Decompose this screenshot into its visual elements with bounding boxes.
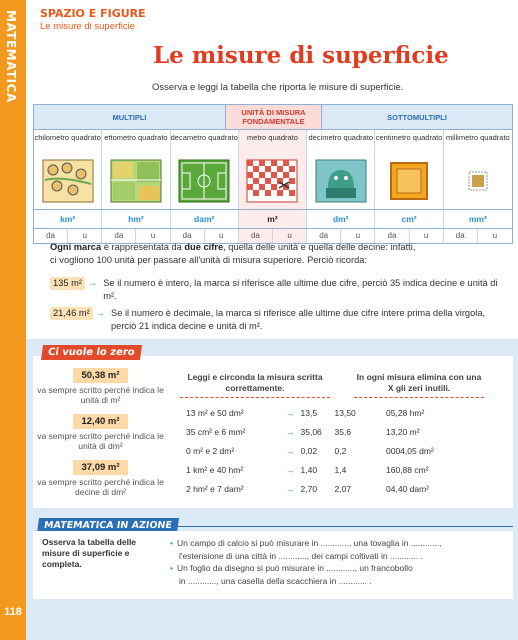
tablecloth-illustration	[239, 153, 307, 209]
matematica-in-azione-tag: MATEMATICA IN AZIONE	[37, 518, 179, 533]
zero-measure[interactable]: 0004,05 dm²	[386, 446, 434, 456]
ci-vuole-lo-zero-tag: Ci vuole lo zero	[41, 345, 142, 360]
measure-expression: 13 m² e 50 dm²	[186, 408, 244, 418]
unit-name: metro quadrato	[239, 130, 307, 153]
exercise-instruction-right: In ogni misura elimina con una X gli zeri inutili.	[354, 372, 484, 398]
text-span: , quella delle unità e quella delle decine: infatti,	[223, 242, 416, 252]
arrow-icon: →	[286, 465, 295, 475]
note-text: va sempre scritto perché indica le unità di dm²	[37, 431, 164, 451]
page-number: 118	[4, 606, 22, 618]
stamp-illustration	[444, 153, 512, 209]
list-item	[170, 562, 510, 575]
unit-symbol: dm²	[307, 210, 375, 228]
da-cell: da	[375, 229, 409, 243]
fill-in-text[interactable]: in ............, una casella della scacchiera in ............ .	[179, 575, 372, 586]
u-cell: u	[341, 229, 375, 243]
unit-name: centimetro quadrato	[375, 130, 443, 153]
units-table	[33, 104, 513, 244]
unit-name: decametro quadrato	[171, 130, 239, 153]
azione-exercise	[170, 537, 510, 587]
choice-option[interactable]: 1,4	[334, 465, 347, 475]
choice-option[interactable]: 35,06	[300, 427, 322, 437]
azione-instruction: Osserva la tabella delle misure di superficie e completa.	[42, 537, 137, 569]
unit-symbol: m²	[239, 210, 307, 228]
soccer-field-illustration	[171, 153, 239, 209]
choice-option[interactable]: 2,07	[334, 484, 352, 494]
map-illustration	[34, 153, 102, 209]
da-cell: da	[102, 229, 136, 243]
section-heading: SPAZIO E FIGURE	[40, 7, 146, 20]
unit-symbol: hm²	[102, 210, 170, 228]
zero-note	[33, 457, 168, 497]
text-line: ci vogliono 100 unità per passare all'unità di misura superiore. Perciò ricorda:	[50, 255, 368, 265]
example-text: Se il numero è decimale, la marca si riferisce alle ultime due cifre intere prima della virgola, perciò 21 indica decine e unità di m².	[111, 308, 486, 331]
note-text: va sempre scritto perché indica le decine di dm²	[37, 477, 164, 497]
u-cell: u	[68, 229, 102, 243]
exercise-row	[186, 446, 375, 456]
note-value: 12,40 m²	[73, 414, 127, 429]
exercise-row	[186, 427, 375, 437]
note-value: 37,09 m²	[73, 460, 127, 475]
fields-illustration	[102, 153, 170, 209]
measure-expression: 1 km² e 40 hm²	[186, 465, 244, 475]
page-title: Le misure di superficie	[153, 42, 449, 69]
unit-symbol: cm²	[375, 210, 443, 228]
exercise-row	[186, 465, 375, 475]
u-cell: u	[492, 231, 498, 240]
choice-option[interactable]: 0,2	[334, 446, 347, 456]
fill-in-text[interactable]: Un foglio da disegno si può misurare in ............, un francobollo	[176, 563, 413, 573]
exercise-instruction-left: Leggi e circonda la misura scritta correttamente.	[180, 372, 330, 398]
measure-expression: 2 hm² e 7 dam²	[186, 484, 244, 494]
arrow-icon: →	[87, 278, 98, 288]
measure-expression: 0 m² e 2 dm²	[186, 446, 235, 456]
arrow-icon: →	[286, 427, 295, 437]
unit-symbol: dam²	[171, 210, 239, 228]
example-text: Se il numero è intero, la marca si riferisce alle ultime due cifre, perciò 35 indica decine e unità di m².	[103, 278, 498, 301]
choice-option[interactable]: 13,50	[334, 408, 356, 418]
da-cell: da	[307, 229, 341, 243]
da-cell: da	[171, 229, 205, 243]
example-value: 21,46 m²	[50, 307, 93, 320]
arrow-icon: →	[95, 308, 105, 318]
group-multipli: MULTIPLI	[34, 105, 226, 129]
group-sottomultipli: SOTTOMULTIPLI	[322, 105, 512, 129]
symbols-row	[34, 209, 512, 228]
zero-measure[interactable]: 13,20 m²	[386, 427, 420, 437]
bold-phrase: due cifre	[184, 242, 224, 252]
zero-measure[interactable]: 04,40 dam²	[386, 484, 429, 494]
table-header-row	[34, 105, 512, 129]
example-value: 135 m²	[50, 277, 85, 290]
unit-name: millimetro quadrato	[445, 133, 510, 142]
u-cell: u	[273, 229, 307, 243]
unit-symbol: km²	[34, 210, 102, 228]
note-text: va sempre scritto perché indica le unità di m²	[37, 385, 164, 405]
unit-names-row	[34, 129, 512, 153]
u-cell: u	[205, 229, 239, 243]
list-item	[170, 537, 510, 550]
group-unit: UNITÀ DI MISURA FONDAMENTALE	[226, 105, 322, 129]
da-cell: da	[239, 229, 273, 243]
unit-name: ettometro quadrato	[102, 130, 170, 153]
u-cell: u	[410, 229, 444, 243]
zero-notes	[33, 365, 168, 503]
example-integer	[50, 277, 510, 303]
drawing-sheet-illustration	[307, 153, 375, 209]
zero-note	[33, 411, 168, 451]
arrow-icon: →	[286, 446, 295, 456]
unit-images-row	[34, 153, 512, 209]
unit-name: decimetro quadrato	[307, 130, 375, 153]
measure-expression: 35 cm² e 6 mm²	[186, 427, 246, 437]
intro-text: Osserva e leggi la tabella che riporta le misure di superficie.	[152, 82, 404, 93]
unit-name: chilometro quadrato	[34, 130, 102, 153]
bullet-icon: •	[170, 563, 173, 573]
zero-measure[interactable]: 160,88 cm²	[386, 465, 429, 475]
explanation-paragraph	[50, 241, 510, 267]
fill-in-text[interactable]: l'estensione di una città in ............, dei campi coltivati in ............ .	[179, 550, 423, 561]
arrow-icon: →	[286, 484, 295, 494]
fill-in-text[interactable]: Un campo di calcio si può misurare in ............, una tovaglia in ............,	[176, 538, 442, 548]
bold-phrase: Ogni marca	[50, 242, 102, 252]
subject-label: MATEMATICA	[4, 10, 18, 103]
example-decimal	[50, 307, 510, 333]
da-cell: da	[34, 229, 68, 243]
choice-option[interactable]: 35,6	[334, 427, 352, 437]
da-cell: da	[444, 229, 478, 243]
zero-note	[33, 365, 168, 405]
zero-measure[interactable]: 05,28 hm²	[386, 408, 425, 418]
choice-option[interactable]: 0,02	[300, 446, 318, 456]
arrow-icon: →	[286, 408, 295, 418]
text-span: è rappresentata da	[101, 242, 185, 252]
section-subheading: Le misure di superficie	[40, 21, 136, 32]
choice-option[interactable]: 2,70	[300, 484, 318, 494]
chessboard-square-illustration	[375, 153, 443, 209]
choice-option[interactable]: 1,40	[300, 465, 318, 475]
u-cell: u	[136, 229, 170, 243]
exercise-row	[186, 484, 375, 494]
exercise-row	[186, 408, 375, 418]
bullet-icon: •	[170, 538, 173, 548]
subject-band-lower	[0, 339, 26, 640]
note-value: 50,38 m²	[73, 368, 127, 383]
azione-divider	[170, 526, 513, 527]
unit-symbol: mm²	[468, 214, 487, 224]
choice-option[interactable]: 13,5	[300, 408, 318, 418]
